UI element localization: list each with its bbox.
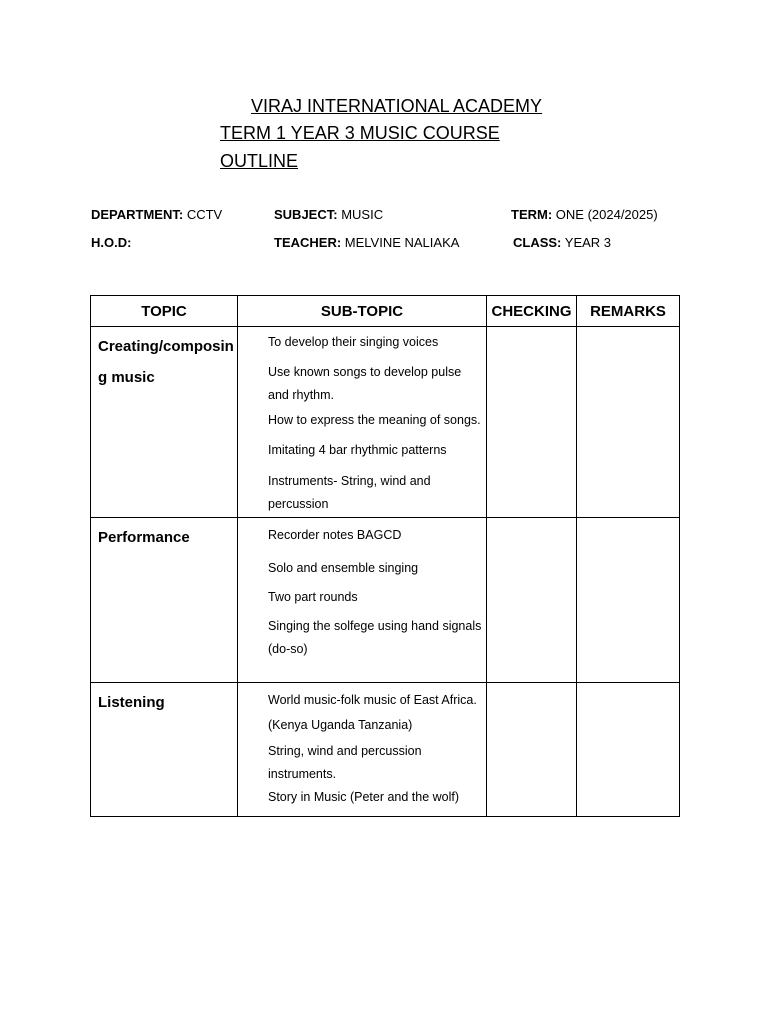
table-row [91,518,680,683]
list-item: Singing the solfege using hand signals (do-so) [238,615,486,661]
table-header-row [91,296,680,327]
table-row [91,683,680,817]
topic-cell [91,327,238,518]
topic-cell [91,518,238,683]
list-item: To develop their singing voices [238,331,486,354]
header-checking: CHECKING [487,296,577,327]
subject-label: SUBJECT: [274,207,338,222]
subtopic-cell [238,518,487,683]
bullet-icon [238,615,268,661]
department-info [91,207,222,223]
hod-info [91,235,131,251]
checking-cell [487,518,577,683]
topic-cell [91,683,238,817]
bullet-icon [238,740,268,786]
class-info [513,235,611,251]
list-item: World music-folk music of East Africa. (Kenya Uganda Tanzania) [238,688,486,738]
list-item: Two part rounds [238,586,486,609]
remarks-cell [577,327,680,518]
subtopic-cell [238,327,487,518]
department-label: DEPARTMENT: [91,207,184,222]
term-label: TERM: [511,207,553,222]
header-sub-topic: SUB-TOPIC [238,296,487,327]
bullet-icon [238,409,268,432]
bullet-icon [238,470,268,516]
department-value: CCTV [183,207,223,222]
list-item: Solo and ensemble singing [238,557,486,580]
list-item: Instruments- String, wind and percussion [238,470,486,516]
header-remarks: REMARKS [577,296,680,327]
bullet-icon [238,786,268,809]
list-item: How to express the meaning of songs. [238,409,486,432]
bullet-icon [238,557,268,580]
bullet-icon [238,439,268,462]
school-name: VIRAJ INTERNATIONAL ACADEMY [251,96,543,116]
list-item: Imitating 4 bar rhythmic patterns [238,439,486,462]
term-info [511,207,658,223]
topic-label-continued: g music [98,369,155,386]
remarks-cell [577,683,680,817]
list-item: String, wind and percussion instruments. [238,740,486,786]
hod-label: H.O.D: [91,235,132,250]
class-label: CLASS: [513,235,562,250]
list-item: Story in Music (Peter and the wolf) [238,786,486,809]
term-value: ONE (2024/2025) [552,207,658,222]
teacher-value: MELVINE NALIAKA [341,235,460,250]
list-item: Use known songs to develop pulse and rhythm. [238,361,486,407]
checking-cell [487,327,577,518]
course-title-continued: OUTLINE [220,151,299,171]
teacher-info [274,235,459,251]
bullet-icon [238,331,268,354]
table-row [91,327,680,518]
bullet-icon [238,586,268,609]
list-item: Recorder notes BAGCD [238,524,486,547]
bullet-icon [238,688,268,738]
topic-label: Listening [98,694,165,711]
header-topic: TOPIC [91,296,238,327]
course-title: TERM 1 YEAR 3 MUSIC COURSE [220,123,500,143]
course-outline-table [90,295,680,817]
subtopic-cell [238,683,487,817]
class-value: YEAR 3 [561,235,612,250]
subject-info [274,207,383,223]
topic-label: Creating/composin [98,338,234,355]
remarks-cell [577,518,680,683]
topic-label: Performance [98,529,190,546]
bullet-icon [238,361,268,407]
subject-value: MUSIC [337,207,384,222]
checking-cell [487,683,577,817]
teacher-label: TEACHER: [274,235,342,250]
bullet-icon [238,524,268,547]
